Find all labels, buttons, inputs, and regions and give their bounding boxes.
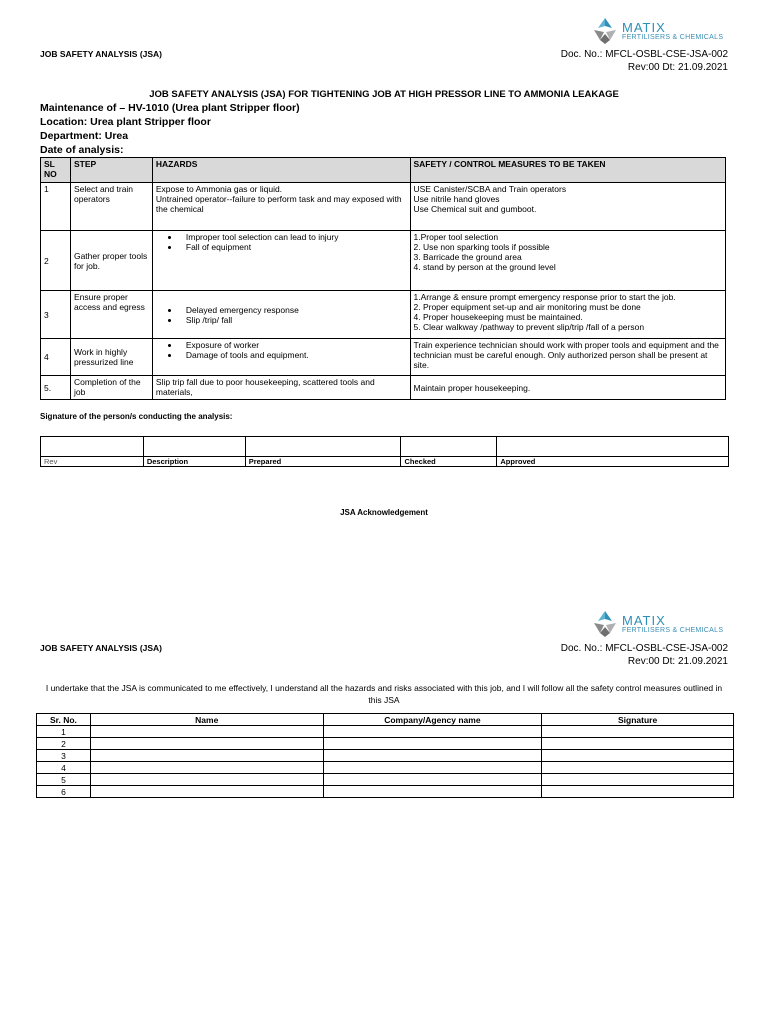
- col-header-step: STEP: [70, 158, 152, 183]
- hazard-text: Untrained operator--failure to perform task and may exposed with the chemical: [155, 194, 402, 214]
- hazard-bullet: • Slip /trip/ fall: [180, 315, 407, 325]
- checked-label: Checked: [401, 457, 497, 467]
- measure-text: 4. Proper housekeeping must be maintained.: [413, 312, 583, 322]
- company-cell: [323, 738, 542, 750]
- name-cell: [90, 750, 323, 762]
- doc-title: JOB SAFETY ANALYSIS (JSA): [40, 643, 163, 653]
- description-label: Description: [143, 457, 245, 467]
- approved-signature-cell: [497, 437, 729, 457]
- measure-text: USE Canister/SCBA and Train operators: [413, 184, 567, 194]
- doc-revision: Rev:00 Dt: 21.09.2021: [627, 656, 728, 667]
- company-logo: [590, 16, 723, 46]
- hazards-cell: [152, 231, 410, 291]
- doc-info: [561, 642, 728, 668]
- table-row: [41, 183, 726, 231]
- measure-text: 4. stand by person at the ground level: [413, 262, 556, 272]
- rev-label: Rev: [41, 457, 144, 467]
- location: Location: Urea plant Stripper floor: [40, 116, 211, 128]
- name-cell: [90, 774, 323, 786]
- col-header-name: Name: [90, 714, 323, 726]
- signature-cell: [542, 774, 734, 786]
- hazard-bullet: • Exposure of worker: [180, 340, 407, 350]
- table-row: [41, 291, 726, 339]
- col-header-sr-no: Sr. No.: [37, 714, 91, 726]
- measure-text: 3. Barricade the ground area: [413, 252, 522, 262]
- ack-header-row: [37, 714, 734, 726]
- hazard-bullet: • Delayed emergency response: [180, 305, 407, 315]
- doc-number: Doc. No.: MFCL-OSBL-CSE-JSA-002: [560, 643, 728, 654]
- step-cell: Select and train operators: [70, 183, 152, 231]
- col-header-sl: SL NO: [41, 158, 71, 183]
- name-cell: [90, 738, 323, 750]
- measure-text: 1.Arrange & ensure prompt emergency response prior to start the job.: [413, 292, 676, 302]
- table-row: [41, 231, 726, 291]
- table-row: [37, 750, 734, 762]
- matix-logo-icon: [590, 16, 620, 46]
- matix-logo-icon: [590, 609, 620, 639]
- hazards-cell: [152, 183, 410, 231]
- company-cell: [323, 786, 542, 798]
- col-header-company: Company/Agency name: [323, 714, 542, 726]
- measure-text: 1.Proper tool selection: [413, 232, 499, 242]
- sr-no-cell: 3: [37, 750, 91, 762]
- sr-no-cell: 1: [37, 726, 91, 738]
- hazard-bullet: • Fall of equipment: [180, 242, 407, 252]
- sl-cell: 1: [41, 183, 71, 231]
- signature-cell: [542, 750, 734, 762]
- name-cell: [90, 786, 323, 798]
- col-header-signature: Signature: [542, 714, 734, 726]
- company-cell: [323, 750, 542, 762]
- table-row: [37, 726, 734, 738]
- name-cell: [90, 726, 323, 738]
- maintenance-of: Maintenance of – HV-1010 (Urea plant Stripper floor): [40, 102, 300, 114]
- sl-cell: 3: [41, 291, 71, 339]
- doc-revision: Rev:00 Dt: 21.09.2021: [627, 62, 728, 73]
- signature-caption: Signature of the person/s conducting the analysis:: [40, 412, 233, 421]
- logo-subtitle: FERTILISERS & CHEMICALS: [622, 34, 724, 41]
- measure-text: Use Chemical suit and gumboot.: [413, 204, 537, 214]
- step-cell: Completion of the job: [70, 376, 152, 400]
- logo-name: MATIX: [622, 613, 666, 628]
- company-cell: [323, 762, 542, 774]
- hazard-bullet: • Damage of tools and equipment.: [180, 350, 407, 360]
- description-signature-cell: [143, 437, 245, 457]
- logo-name: MATIX: [622, 20, 666, 35]
- sr-no-cell: 2: [37, 738, 91, 750]
- checked-signature-cell: [401, 437, 497, 457]
- measures-cell: Train experience technician should work with proper tools and equipment and the technician must be careful enough. Only authorized person shall be present at site.: [410, 339, 726, 376]
- main-title: JOB SAFETY ANALYSIS (JSA) FOR TIGHTENING JOB AT HIGH PRESSOR LINE TO AMMONIA LEAKAGE: [149, 89, 619, 100]
- revision-label-row: [41, 457, 729, 467]
- department: Department: Urea: [40, 130, 129, 142]
- logo-subtitle: FERTILISERS & CHEMICALS: [622, 627, 724, 634]
- approved-label: Approved: [497, 457, 729, 467]
- signature-cell: [542, 762, 734, 774]
- hazards-cell: Slip trip fall due to poor housekeeping, scattered tools and materials,: [152, 376, 410, 400]
- col-header-measures: SAFETY / CONTROL MEASURES TO BE TAKEN: [410, 158, 726, 183]
- measure-text: 5. Clear walkway /pathway to prevent slip/trip /fall of a person: [413, 322, 645, 332]
- signature-cell: [542, 726, 734, 738]
- sl-cell: 2: [41, 231, 71, 291]
- table-row: [37, 762, 734, 774]
- name-cell: [90, 762, 323, 774]
- company-logo: [590, 609, 723, 639]
- sr-no-cell: 5: [37, 774, 91, 786]
- step-cell: Ensure proper access and egress: [70, 291, 152, 339]
- analysis-meta: [40, 101, 300, 157]
- doc-number: Doc. No.: MFCL-OSBL-CSE-JSA-002: [560, 49, 728, 60]
- company-cell: [323, 774, 542, 786]
- measures-cell: [410, 231, 726, 291]
- table-row: [41, 339, 726, 376]
- prepared-signature-cell: [245, 437, 401, 457]
- table-row: [41, 376, 726, 400]
- table-row: [37, 738, 734, 750]
- signature-cell: [542, 786, 734, 798]
- measures-cell: [410, 291, 726, 339]
- signature-cell: [542, 738, 734, 750]
- measures-cell: [410, 183, 726, 231]
- sr-no-cell: 6: [37, 786, 91, 798]
- table-row: [37, 786, 734, 798]
- col-header-hazards: HAZARDS: [152, 158, 410, 183]
- measure-text: 2. Proper equipment set-up and air monitoring must be done: [413, 302, 641, 312]
- signature-row: [41, 437, 729, 457]
- jsa-table: [40, 157, 726, 400]
- hazards-cell: [152, 291, 410, 339]
- rev-signature-cell: [41, 437, 144, 457]
- measure-text: 2. Use non sparking tools if possible: [413, 242, 550, 252]
- hazard-bullet: • Improper tool selection can lead to injury: [180, 232, 407, 242]
- doc-title: JOB SAFETY ANALYSIS (JSA): [40, 49, 163, 59]
- measures-cell: Maintain proper housekeeping.: [410, 376, 726, 400]
- step-cell: Work in highly pressurized line: [70, 339, 152, 376]
- table-row: [37, 774, 734, 786]
- prepared-label: Prepared: [245, 457, 401, 467]
- hazards-cell: [152, 339, 410, 376]
- sl-cell: 5.: [41, 376, 71, 400]
- company-cell: [323, 726, 542, 738]
- sr-no-cell: 4: [37, 762, 91, 774]
- measure-text: Use nitrile hand gloves: [413, 194, 500, 204]
- doc-info: [561, 48, 728, 74]
- ack-statement: I undertake that the JSA is communicated to me effectively, I understand all the hazards and risks associated with this job, and I will follow all the safety control measures outlined in this JSA: [45, 683, 723, 705]
- sl-cell: 4: [41, 339, 71, 376]
- date-of-analysis: Date of analysis:: [40, 144, 124, 156]
- ack-section-title: JSA Acknowledgement: [340, 508, 428, 517]
- hazard-text: Expose to Ammonia gas or liquid.: [155, 184, 283, 194]
- revision-table: [40, 436, 729, 467]
- ack-table: [36, 713, 734, 798]
- step-cell: Gather proper tools for job.: [70, 231, 152, 291]
